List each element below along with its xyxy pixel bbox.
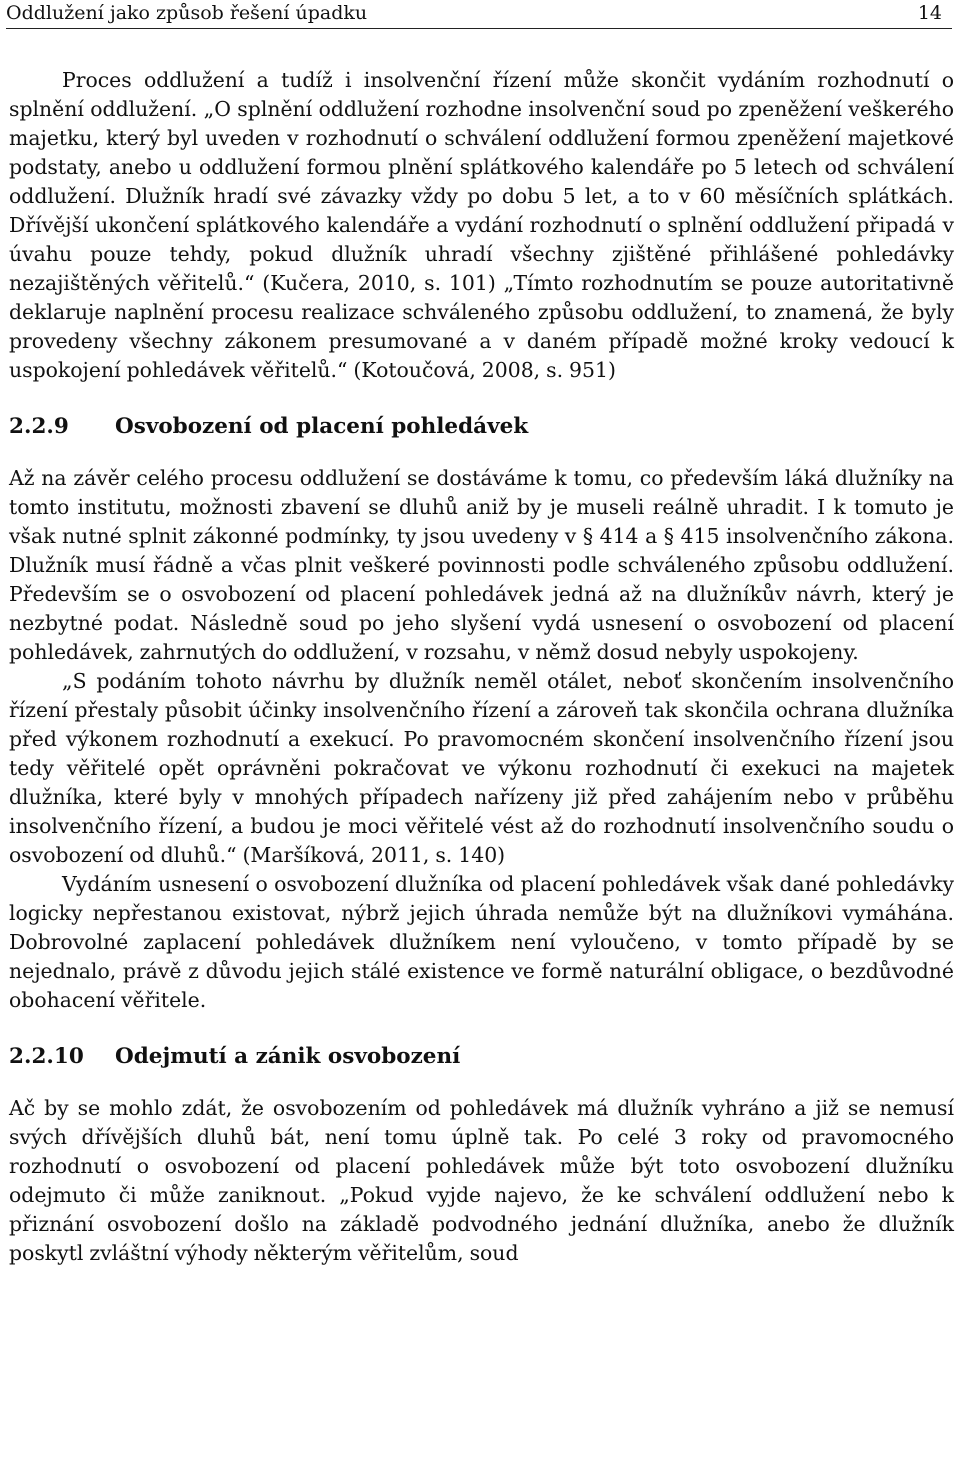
page-number: 14 bbox=[917, 2, 942, 24]
section-heading-2-2-9 bbox=[9, 412, 954, 442]
document-body bbox=[9, 66, 954, 1268]
paragraph-quote: „S podáním tohoto návrhu by dlužník neměl otálet, neboť skončením insolvenčního řízení přestaly působit účinky insolvenčního řízení a zároveň tak skončila ochrana dlužníka před výkonem rozhodnutí a exekucí. Po pravomocném skončení insolvenčního řízení jsou tedy věřitelé opět oprávněni pokračovat ve výkonu rozhodnutí či exekuci na majetek dlužníka, které byly v mnohých případech nařízeny již před zahájením nebo v průběhu insolvenčního řízení, a budou je moci věřitelé vést až do rozhodnutí insolvenčního soudu o osvobození od dluhů.“ (Maršíková, 2011, s. 140) bbox=[9, 669, 954, 867]
paragraph-intro: Proces oddlužení a tudíž i insolvenční řízení může skončit vydáním rozhodnutí o splnění oddlužení. „O splnění oddlužení rozhodne insolvenční soud po zpeněžení veškerého majetku, který byl uveden v rozhodnutí o schválení oddlužení formou zpeněžení majetkové podstaty, anebo u oddlužení formou plnění splátkového kalendáře po 5 letech od schválení oddlužení. Dlužník hradí své závazky vždy po dobu 5 let, a to v 60 měsíčních splátkách. Dřívější ukončení splátkového kalendáře a vydání rozhodnutí o splnění oddlužení připadá v úvahu pouze tehdy, pokud dlužník uhradí všechny zjištěné přihlášené pohledávky nezajištěných věřitelů.“ (Kučera, 2010, s. 101) „Tímto rozhodnutím se pouze autoritativně deklaruje naplnění procesu realizace schváleného způsobu oddlužení, to znamená, že byly provedeny všechny zákonem presumované a v daném případě možné kroky vedoucí k uspokojení pohledávek věřitelů.“ (Kotoučová, 2008, s. 951) bbox=[9, 68, 954, 382]
paragraph: Ač by se mohlo zdát, že osvobozením od pohledávek má dlužník vyhráno a již se nemusí svých dřívějších dluhů bát, není tomu úplně tak. Po celé 3 roky od pravomocného rozhodnutí o osvobození od placení pohledávek může být toto osvobození dlužníku odejmuto či může zaniknout. „Pokud vyjde najevo, že ke schválení oddlužení nebo k přiznání osvobození došlo na základě podvodného jednání dlužníka, anebo že dlužník poskytl zvláštní výhody některým věřitelům, soud bbox=[9, 1096, 954, 1265]
paragraph: Vydáním usnesení o osvobození dlužníka od placení pohledávek však dané pohledávky logicky nepřestanou existovat, nýbrž jejich úhrada nemůže být na dlužníkovi vymáhána. Dobrovolné zaplacení pohledávek dlužníkem není vyloučeno, v tomto případě by se nejednalo, právě z důvodu jejich stálé existence ve formě naturální obligace, o bezdůvodné obohacení věřitele. bbox=[9, 872, 954, 1012]
paragraph: Až na závěr celého procesu oddlužení se dostáváme k tomu, co především láká dlužníky na tomto institutu, možnosti zbavení se dluhů aniž by je museli reálně uhradit. I k tomuto je však nutné splnit zákonné podmínky, ty jsou uvedeny v § 414 a § 415 insolvenčního zákona. Dlužník musí řádně a včas plnit veškeré povinnosti podle schváleného způsobu oddlužení. Především se o osvobození od placení pohledávek jedná až na dlužníkův návrh, který je nezbytné podat. Následně soud po jeho slyšení vydá usnesení o osvobození od placení pohledávek, zahrnutých do oddlužení, v rozsahu, v němž dosud nebyly uspokojeny. bbox=[9, 466, 954, 664]
section-number: 2.2.9 bbox=[9, 414, 69, 439]
section-title: Odejmutí a zánik osvobození bbox=[115, 1044, 461, 1069]
section-heading-2-2-10 bbox=[9, 1042, 954, 1072]
section-number: 2.2.10 bbox=[9, 1044, 84, 1069]
header-title: Oddlužení jako způsob řešení úpadku bbox=[6, 2, 368, 24]
running-header bbox=[6, 0, 952, 29]
section-title: Osvobození od placení pohledávek bbox=[115, 414, 529, 439]
